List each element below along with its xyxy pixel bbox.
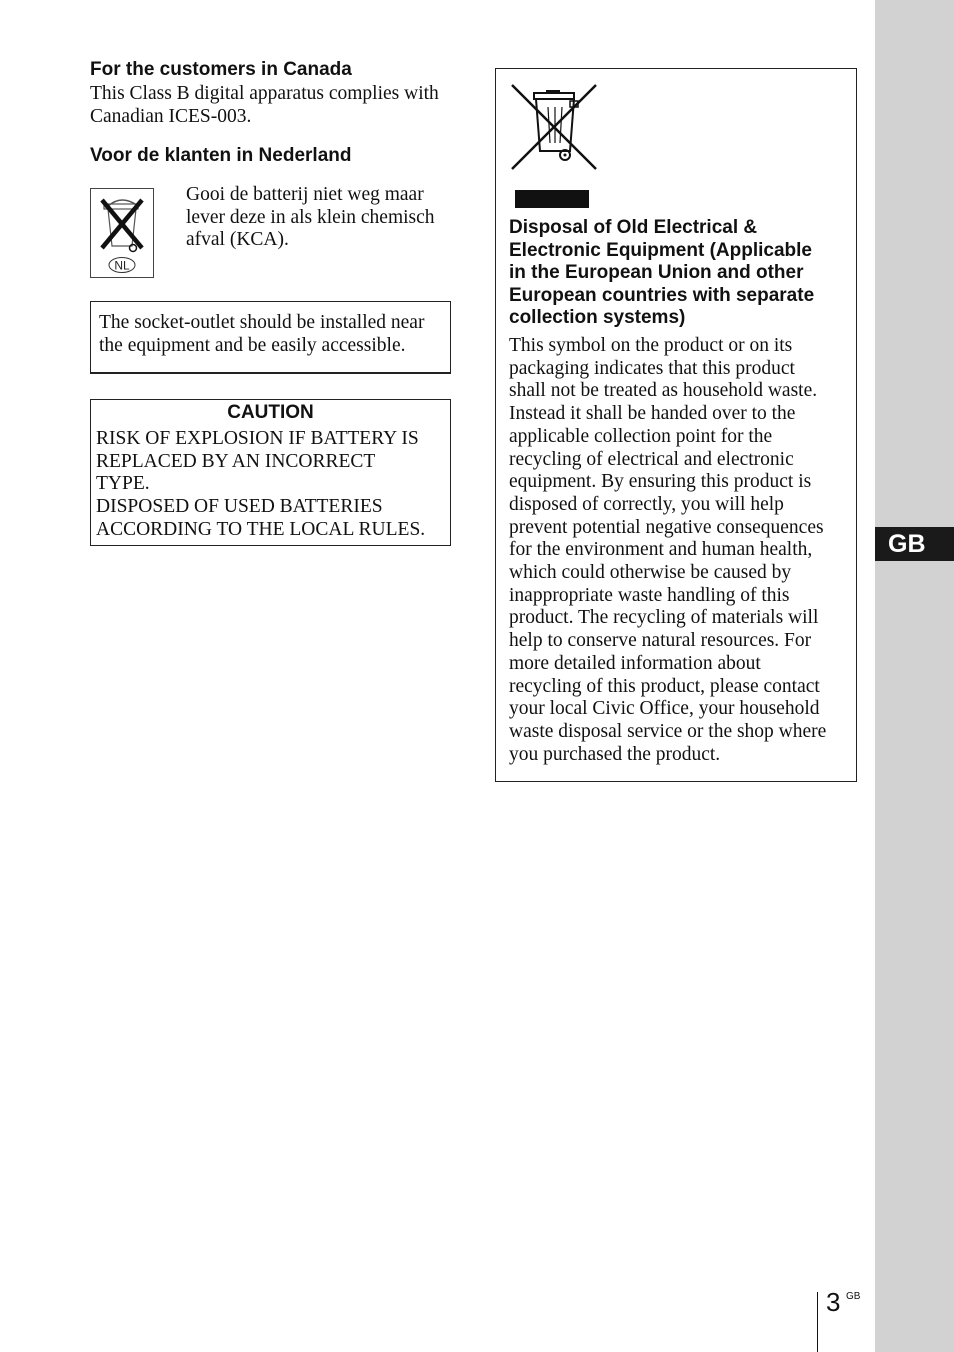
title-line: Disposal of Old Electrical & xyxy=(509,217,758,238)
text-line: for the environment and human health, xyxy=(509,539,813,561)
text-line: more detailed information about xyxy=(509,652,761,674)
language-tab-label: GB xyxy=(888,530,926,558)
weee-text xyxy=(509,335,854,766)
page-number-suffix: GB xyxy=(846,1291,861,1302)
text-line: recycling of electrical and electronic xyxy=(509,448,794,470)
text-line: equipment. By ensuring this product is xyxy=(509,471,812,493)
nl-icon-label: NL xyxy=(114,258,130,273)
text-line: packaging indicates that this product xyxy=(509,357,795,379)
text-line: prevent potential negative consequences xyxy=(509,516,824,538)
weee-separator-bar xyxy=(515,190,589,208)
text-line: REPLACED BY AN INCORRECT xyxy=(96,450,376,472)
weee-title xyxy=(509,217,854,330)
crossed-out-bin-icon xyxy=(90,188,154,278)
page-number-rule xyxy=(817,1292,818,1352)
text-line: RISK OF EXPLOSION IF BATTERY IS xyxy=(96,428,419,449)
text-line: recycling of this product, please contact xyxy=(509,675,820,697)
text-line: Instead it shall be handed over to the xyxy=(509,403,796,425)
text-line: you purchased the product. xyxy=(509,743,721,765)
page-number: 3 xyxy=(826,1287,841,1317)
text-line: the equipment and be easily accessible. xyxy=(99,334,406,356)
language-tab xyxy=(875,527,954,561)
caution-box xyxy=(90,399,451,546)
text-line: which could otherwise be caused by xyxy=(509,562,792,584)
canada-text xyxy=(90,83,455,128)
text-line: TYPE. xyxy=(96,473,150,495)
canada-heading: For the customers in Canada xyxy=(90,59,352,80)
text-line: This symbol on the product or on its xyxy=(509,335,793,356)
text-line: product. The recycling of materials will xyxy=(509,607,819,629)
text-line: Canadian ICES-003. xyxy=(90,105,252,127)
text-line: shall not be treated as household waste. xyxy=(509,380,818,402)
socket-outlet-notice xyxy=(90,301,451,374)
weee-disposal-box xyxy=(495,68,857,782)
title-line: Electronic Equipment (Applicable xyxy=(509,239,812,261)
caution-text xyxy=(96,428,448,542)
text-line: This Class B digital apparatus complies with xyxy=(90,83,439,104)
text-line: disposed of correctly, you will help xyxy=(509,493,784,515)
text-line: inappropriate waste handling of this xyxy=(509,584,790,606)
text-line: DISPOSED OF USED BATTERIES xyxy=(96,496,383,518)
title-line: collection systems) xyxy=(509,307,686,329)
text-line: your local Civic Office, your household xyxy=(509,698,820,720)
caution-title: CAUTION xyxy=(227,402,314,423)
title-line: in the European Union and other xyxy=(509,262,804,284)
text-line: The socket-outlet should be installed near xyxy=(99,312,425,333)
weee-crossed-bin-icon xyxy=(508,81,598,173)
text-line: ACCORDING TO THE LOCAL RULES. xyxy=(96,518,426,540)
title-line: European countries with separate xyxy=(509,284,815,306)
side-margin-strip xyxy=(875,0,954,1352)
netherlands-text xyxy=(186,184,456,252)
socket-notice-text xyxy=(99,312,444,357)
text-line: applicable collection point for the xyxy=(509,425,773,447)
text-line: lever deze in als klein chemisch xyxy=(186,206,435,228)
text-line: afval (KCA). xyxy=(186,229,289,251)
text-line: waste disposal service or the shop where xyxy=(509,720,827,742)
text-line: Gooi de batterij niet weg maar xyxy=(186,184,424,205)
netherlands-heading: Voor de klanten in Nederland xyxy=(90,145,352,166)
text-line: help to conserve natural resources. For xyxy=(509,630,812,652)
